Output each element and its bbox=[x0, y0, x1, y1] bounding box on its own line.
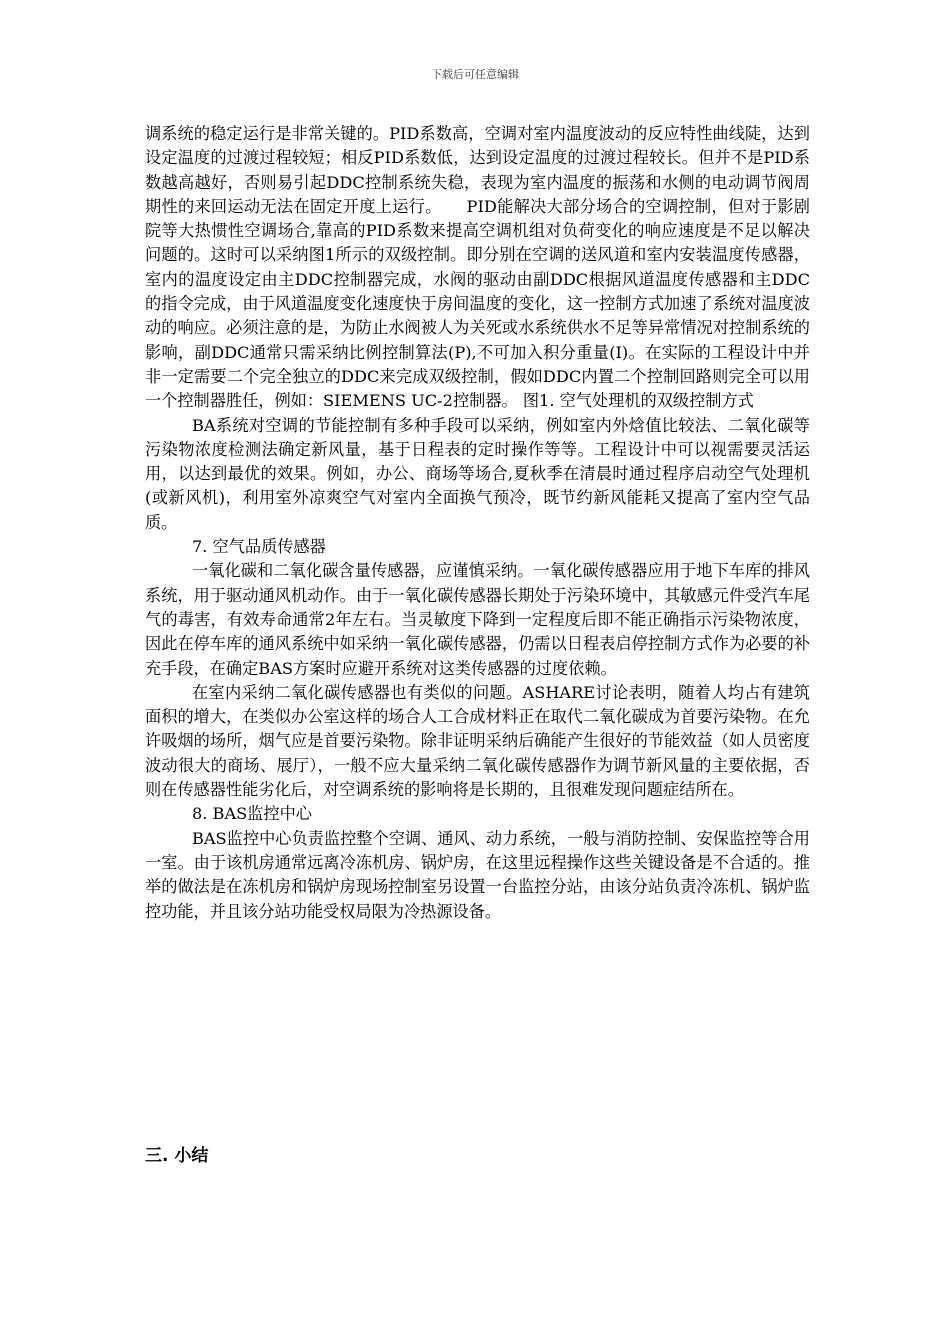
section-heading-summary: 三. 小结 bbox=[145, 1146, 209, 1166]
paragraph-co-sensor: 一氧化碳和二氧化碳含量传感器，应谨慎采纳。一氧化碳传感器应用于地下车库的排风系统，用于驱动通风机动作。由于一氧化碳传感器长期处于污染环境中，其敏感元件受汽车尾气的毒害，有效寿命通常2年左右。当灵敏度下降到一定程度后即不能正确指示污染物浓度，因此在停车库的通风系统中如采纳一氧化碳传感器，仍需以日程表启停控制方式作为必要的补充手段，在确定BAS方案时应避开系统对这类传感器的过度依赖。 bbox=[145, 561, 810, 678]
paragraph-co2-sensor: 在室内采纳二氧化碳传感器也有类似的问题。ASHARE讨论表明，随着人均占有建筑面积的增大，在类似办公室这样的场合人工合成材料正在取代二氧化碳成为首要污染物。在允许吸烟的场所，烟气应是首要污染物。除非证明采纳后确能产生很好的节能效益（如人员密度波动很大的商场、展厅），一般不应大量采纳二氧化碳传感器作为调节新风量的主要依据，否则在传感器性能劣化后，对空调系统的影响将是长期的，且很难发现问题症结所在。 bbox=[145, 682, 810, 800]
paragraph-pid: 调系统的稳定运行是非常关键的。PID系数高，空调对室内温度波动的反应特性曲线陡，达到设定温度的过渡过程较短；相反PID系数低，达到设定温度的过渡过程较长。但并不是PID系数越高越好，否则易引起DDC控制系统失稳，表现为室内温度的振荡和水侧的电动调节阀周期性的来回运动无法在固定开度上运行。 PID能解决大部分场合的空调控制，但对于影剧院等大热惯性空调场合,靠高的PID系数来提高空调机组对负荷变化的响应速度是不足以解决问题的。这时可以采纳图1所示的双级控制。即分别在空调的送风道和室内安装温度传感器，室内的温度设定由主DDC控制器完成，水阀的驱动由副DDC根据风道温度传感器和主DDC的指令完成，由于风道温度变化速度快于房间温度的变化，这一控制方式加速了系统对温度波动的响应。必须注意的是，为防止水阀被人为关死或水系统供水不足等异常情况对控制系统的影响，副DDC通常只需采纳比例控制算法(P),不可加入积分重量(I)。在实际的工程设计中并非一定需要二个完全独立的DDC来完成双级控制，假如DDC内置二个控制回路则完全可以用一个控制器胜任，例如：SIEMENS UC-2控制器。 图1. 空气处理机的双级控制方式 bbox=[145, 124, 810, 411]
document-body bbox=[145, 122, 810, 924]
paragraph-ba-energy: BA系统对空调的节能控制有多种手段可以采纳，例如室内外焓值比较法、二氧化碳等污染物浓度检测法确定新风量，基于日程表的定时操作等等。工程设计中可以视需要灵活运用，以达到最优的效果。例如，办公、商场等场合,夏秋季在清晨时通过程序启动空气处理机(或新风机)，利用室外凉爽空气对室内全面换气预冷，既节约新风能耗又提高了室内空气品质。 bbox=[145, 415, 810, 532]
paragraph-bas-center: BAS监控中心负责监控整个空调、通风、动力系统，一般与消防控制、安保监控等合用一室。由于该机房通常远离冷冻机房、锅炉房，在这里远程操作这些关键设备是不合适的。推举的做法是在冻机房和锅炉房现场控制室另设置一台监控分站，由该分站负责冷冻机、锅炉监控功能，并且该分站功能受权局限为冷热源设备。 bbox=[145, 828, 810, 921]
subheading-bas-center: 8. BAS监控中心 bbox=[191, 804, 312, 824]
page-header: 下载后可任意编辑 bbox=[431, 68, 519, 81]
subheading-air-quality: 7. 空气品质传感器 bbox=[191, 537, 326, 557]
